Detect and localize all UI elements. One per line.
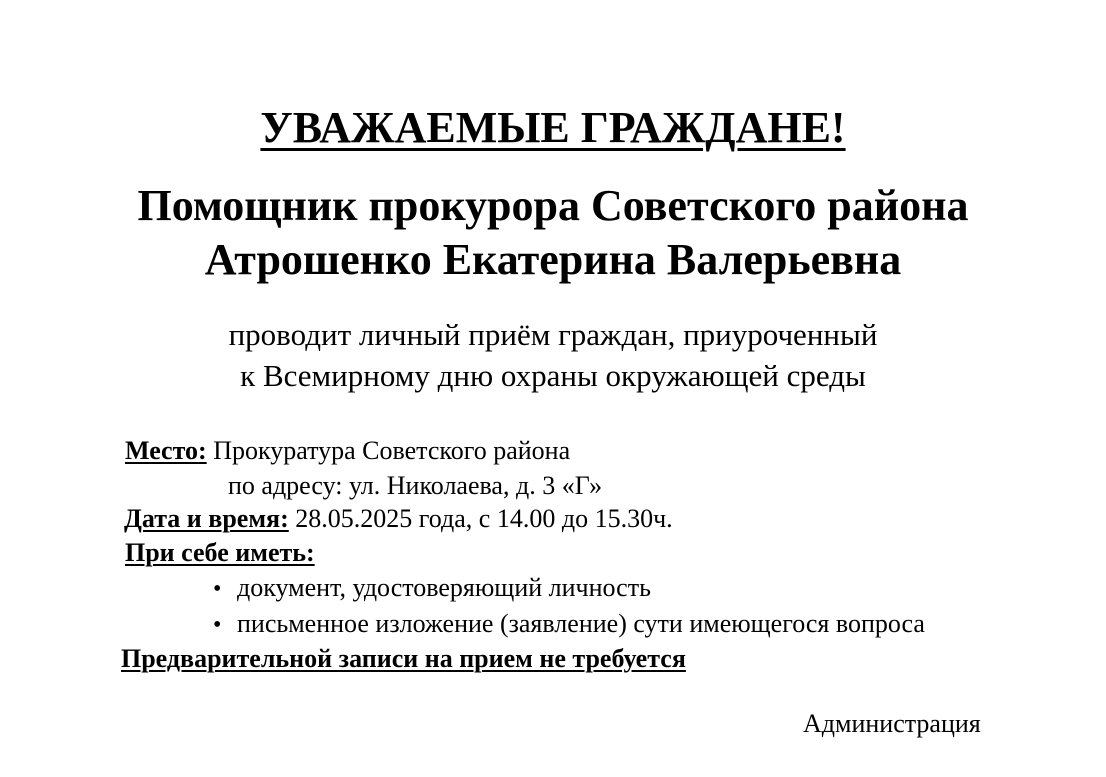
place-label: Место:: [125, 436, 207, 465]
list-item: [213, 572, 651, 605]
event-description-line1: проводит личный приём граждан, приуроченный: [228, 317, 878, 352]
datetime-label: Дата и время:: [124, 504, 289, 533]
bullet-icon: •: [213, 612, 222, 638]
official-name: Атрошенко Екатерина Валерьевна: [204, 235, 902, 284]
official-position: Помощник прокурора Советского района: [137, 181, 969, 230]
list-item-text: письменное изложение (заявление) сути имеющегося вопроса: [237, 609, 925, 638]
datetime-value: 28.05.2025 года, с 14.00 до 15.30ч.: [288, 504, 673, 533]
event-description-line2: к Всемирному дню охраны окружающей среды: [240, 358, 866, 393]
place-address: по адресу: ул. Николаева, д. 3 «Г»: [228, 471, 603, 500]
place-value: Прокуратура Советского района: [206, 436, 571, 465]
notice-headline: УВАЖАЕМЫЕ ГРАЖДАНЕ!: [260, 103, 846, 152]
list-item: [213, 608, 925, 641]
list-item-text: документ, удостоверяющий личность: [237, 573, 651, 602]
datetime-row: [124, 503, 673, 535]
place-row: [125, 435, 570, 467]
bullet-icon: •: [213, 576, 222, 602]
no-appointment-note: Предварительной записи на прием не требуется: [121, 644, 686, 673]
signature: Администрация: [803, 709, 981, 738]
bring-row: [125, 537, 315, 569]
bring-label: При себе иметь:: [125, 538, 315, 567]
